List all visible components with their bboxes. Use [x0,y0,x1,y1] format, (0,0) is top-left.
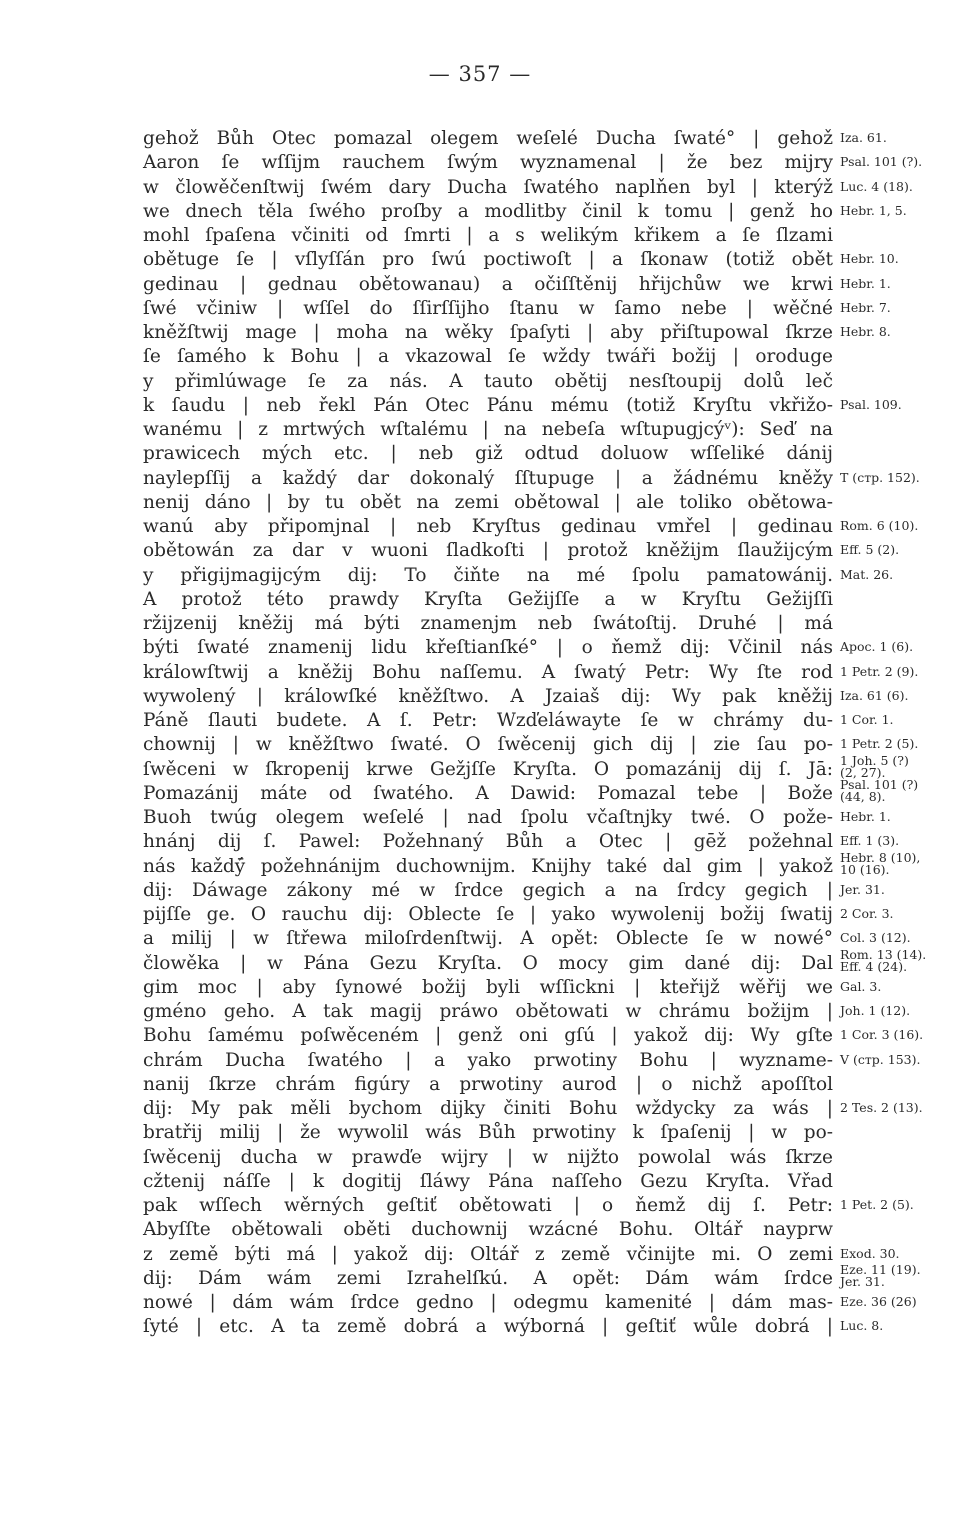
text-line [0,1243,960,1267]
text-line [0,418,960,442]
text-line [0,1315,960,1339]
body-text: z země býti má | yakož dij: Oltář z země včinijte mi. O zemi [143,1243,833,1265]
body-text: Pomazánij máte od ſwatého. A Dawid: Pomazal tebe | Bože [143,782,833,804]
margin-reference: Luc. 4 (18). [840,178,913,194]
body-text: ſe ſamého k Bohu | a vkazowal ſe wždy twáři božij | oroduge [143,346,833,368]
body-text: ržijzenij kněžij má býti znamenjm neb ſwátoſtij. Druhé | má [143,613,833,634]
text-line [0,394,960,418]
margin-reference: 1 Cor. 1. [840,712,894,727]
body-text: gim moc | aby ſynowé božij byli wſſickni | kteřijž wěřij we [143,976,833,998]
margin-reference: Eff. 1 (3). [840,833,900,849]
margin-reference: Psal. 101 (?). [840,154,923,170]
body-text: chownij | w kněžſtwo ſwaté. O ſwěcenij gich dij | zie ſau po- [143,734,833,756]
text-line [0,733,960,757]
text-line [0,1049,960,1073]
margin-reference: Hebr. 1. [840,275,891,291]
body-text: Aaron ſe wſſijm rauchem ſwým wyznamenal | že bez mijry [143,152,833,174]
margin-reference: Hebr. 10. [840,251,899,267]
body-text: cžtenij náſſe | k dogitij ſláwy Pána naſſeho Gezu Kryſta. Vřad [143,1170,833,1192]
margin-reference: Hebr. 8 (10), 10 (16). [840,849,921,877]
text-line [0,1000,960,1024]
text-line [0,176,960,200]
body-text: pijſſe ge. O rauchu dij: Oblecte ſe | yako wywolenij božij ſwatij [143,904,833,925]
margin-reference: Hebr. 7. [840,299,891,315]
margin-reference: Psal. 101 (?) (44, 8). [840,776,919,804]
margin-reference: 1 Petr. 2 (9). [840,663,919,679]
text-line [0,806,960,830]
text-line [0,612,960,636]
text-line [0,1261,960,1291]
body-text: k ſaudu | neb řekl Pán Otec Pánu mému (totiž Kryſtu vkřižo- [143,394,833,416]
body-text: prawicech mých etc. | neb giž odtud doluow wſſeliké dánij [143,443,833,465]
text-line [0,709,960,733]
body-text: w člowěčenſtwij ſwém dary Ducha ſwatého naplňen byl | kterýž [143,176,833,198]
margin-reference: Eff. 5 (2). [840,542,900,558]
margin-reference: Hebr. 1, 5. [840,202,907,218]
text-line [0,248,960,272]
margin-reference: Hebr. 8. [840,324,891,339]
text-line [0,491,960,515]
text-line [0,1170,960,1194]
body-text: y přigijmagijcým dij: To čiňte na mé ſpolu pamatowánij. [143,564,833,586]
text-line [0,1024,960,1048]
margin-reference: Rom. 13 (14). Eff. 4 (24). [840,946,927,974]
body-text: nanij ſkrze chrám figúry a prwotiny aurod | o nichž apoſſtol [143,1073,833,1095]
body-text: bratřij milij | že wywolil wás Bůh prwotiny k ſpaſenij | w po- [143,1122,833,1144]
text-line [0,776,960,806]
text-line [0,321,960,345]
margin-reference: 2 Tes. 2 (13). [840,1100,923,1115]
margin-reference: Iza. 61. [840,130,887,145]
body-text: Páně ſlauti budete. A ſ. Petr: Wzďeláwayte ſe w chrámy du- [143,710,833,731]
text-line [0,1146,960,1170]
body-text: dij: Dám wám zemi Izrahelſkú. A opět: Dám wám ſrdce [143,1267,833,1289]
body-text: nenij dáno | by tu obět na zemi obětowal | ale toliko obětowa- [143,491,833,513]
body-text: gehož Bůh Otec pomazal olegem weſelé Ducha ſwaté° | gehož [143,128,833,149]
margin-reference: Hebr. 1. [840,809,891,824]
body-text: nás každý̄ požehnánijm duchownijm. Knijhy také dal gim | yakož [143,855,833,877]
body-text: obětowán za dar v wuoni ſladkoſti | protož kněžijm ſlaužijcým [143,540,833,562]
margin-reference: Eze. 11 (19). Jer. 31. [840,1261,921,1289]
margin-reference: Iza. 61 (6). [840,687,909,703]
body-text: y přimlúwage ſe za nás. A tauto obětij nesſtoupij dolů leč [143,370,833,392]
margin-reference: Apoc. 1 (6). [840,639,914,655]
margin-reference: T (стр. 152). [840,469,920,485]
text-line [0,515,960,539]
body-text: wanému | z mrtwých wſtalému | na nebeſa wſtupugjcýᵛ): Seď na [143,419,833,440]
body-text: mohl ſpaſena včiniti od ſmrti | a s welikým křikem a ſe ſlzami [143,225,833,246]
margin-reference: Mat. 26. [840,566,894,582]
text-line [0,1121,960,1145]
text-line [0,200,960,224]
body-text: Abyſſte obětowali oběti duchownij wzácné Bohu. Oltář nayprw [143,1219,833,1241]
text-line [0,661,960,685]
text-line [0,345,960,369]
text-line [0,946,960,976]
margin-reference: V (стр. 153). [840,1051,921,1067]
margin-reference: 1 Cor. 3 (16). [840,1027,924,1043]
body-text: hnánj dij ſ. Pawel: Požehnaný Bůh a Otec | gēž požehnal [143,831,833,853]
margin-reference: Psal. 109. [840,396,902,412]
text-line [0,1194,960,1218]
text-line [0,903,960,927]
body-text: nowé | dám wám ſrdce gedno | odegmu kamenité | dám mas- [143,1292,833,1313]
margin-reference: Rom. 6 (10). [840,518,919,533]
page-number: — 357 — [428,62,532,86]
body-text: chrám Ducha ſwatého | a yako prwotiny Bohu | wyzname- [143,1049,833,1071]
text-line [0,927,960,951]
body-text: naylepſſij a každý dar dokonalý ſſtupuge | a žádnému kněžy [143,467,833,489]
body-text: A protož této prawdy Kryſta Gežijſſe a w Kryſtu Gežijſſi [143,588,833,610]
body-text: wywolený | králowſké kněžſtwo. A Jzaiaš dij: Wy pak kněžij [143,685,833,707]
margin-reference: 1 Pet. 2 (5). [840,1197,914,1212]
text-line [0,588,960,612]
body-text: ſwěcenij ducha w prawďe wijry | w nijžto powolal wás ſkrze [143,1146,833,1168]
text-line [0,976,960,1000]
text-line [0,752,960,782]
text-line [0,636,960,660]
text-line [0,879,960,903]
body-text: Bohu ſamému poſwěceném | genž oni gſú | yakož dij: Wy gſte [143,1025,833,1047]
body-text: kněžſtwij mage | moha na wěky ſpaſyti | aby přiſtupowal ſkrze [143,322,833,343]
body-text: býti ſwaté znamenij lidu křeſtianſké° | o ňemž dij: Včinil nás [143,637,833,659]
text-line [0,297,960,321]
text-line [0,224,960,248]
body-text: dij: My pak měli bychom dijky činiti Bohu wždycky za wás | [143,1098,833,1119]
text-line [0,1097,960,1121]
text-line [0,564,960,588]
text-line [0,370,960,394]
body-text: ſwé včiniw | wſſel do ſſirſſijho ſtanu w ſamo nebe | wěčné [143,297,833,319]
margin-reference: Luc. 8. [840,1318,884,1334]
text-line [0,467,960,491]
text-line [0,539,960,563]
text-line [0,1218,960,1242]
body-text: králowſtwij a kněžij Bohu naſſemu. A ſwatý Petr: Wy ſte rod [143,661,833,683]
body-text: Buoh twúg olegem weſelé | nad ſpolu včaſtnjky twé. O pože- [143,807,833,828]
margin-reference: Eze. 36 (26) [840,1294,917,1309]
text-line [0,151,960,175]
text-line [0,1291,960,1315]
body-text: dij: Dáwage zákony mé w ſrdce gegich a na ſrdcy gegich | [143,879,833,901]
margin-reference: Col. 3 (12). [840,930,911,946]
text-line [0,830,960,854]
margin-reference: Jer. 31. [840,881,885,897]
margin-reference: 1 Joh. 5 (?) (2, 27). [840,752,909,780]
body-text: we dnech těla ſwého proſby a modlitby činil k tomu | genž ho [143,200,833,222]
text-block [0,127,960,1340]
text-line [0,127,960,151]
body-text: wanú aby připomjnal | neb Kryſtus gedinau vmřel | gedinau [143,516,833,537]
text-line [0,1073,960,1097]
text-line [0,685,960,709]
body-text: gméno geho. A tak magij práwo obětowati w chrámu božijm | [143,1001,833,1022]
margin-reference: 1 Petr. 2 (5). [840,736,919,752]
margin-reference: Gal. 3. [840,978,882,994]
margin-reference: 2 Cor. 3. [840,906,894,921]
margin-reference: Exod. 30. [840,1245,900,1261]
margin-reference: Joh. 1 (12). [840,1003,911,1018]
text-line [0,273,960,297]
body-text: a milij | w ſtřewa miloſrdenſtwij. A opět: Oblecte ſe w nowé° [143,928,833,950]
body-text: gedinau | gednau obětowanau) a očiſſtěnij hřijchůw we krwi [143,273,833,295]
body-text: obětuge ſe | vſlyſſán pro ſwú poctiwoſt | a ſkonaw (totiž obět [143,249,833,271]
text-line [0,849,960,879]
text-line [0,442,960,466]
body-text: ſwěceni w ſkropenij krwe Gežjſſe Kryſta. O pomazánij dij ſ. Jā: [143,758,833,780]
body-text: pak wſſech wěrných geſtiť obětowati | o ňemž dij ſ. Petr: [143,1195,833,1216]
body-text: ſyté | etc. A ta země dobrá a wýborná | geſtiť wůle dobrá | [143,1316,833,1338]
body-text: člowěka | w Pána Gezu Kryſta. O mocy gim dané dij: Dal [143,952,833,974]
